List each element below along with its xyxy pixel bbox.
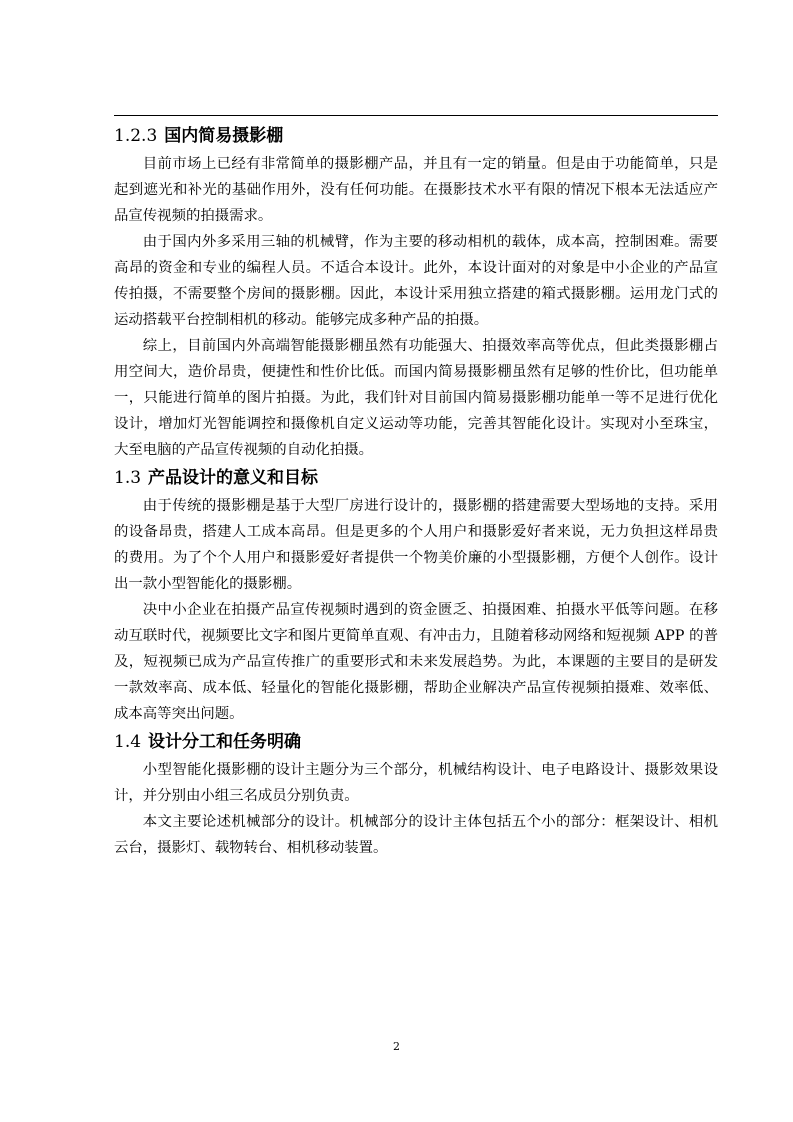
page-number: 2: [393, 1040, 400, 1053]
section-title: 设计分工和任务明确: [148, 732, 302, 752]
paragraph: 由于传统的摄影棚是基于大型厂房进行设计的，摄影棚的搭建需要大型场地的支持。采用的设备昂贵，搭建人工成本高昂。但是更多的个人用户和摄影爱好者来说，无力负担这样昂贵的费用。为了个个人用户和摄影爱好者提供一个物美价廉的小型摄影棚，方便个人创作。设计出一款小型智能化的摄影棚。: [114, 498, 718, 592]
section-title: 国内简易摄影棚: [164, 126, 284, 146]
section-heading-1-2-3: [114, 121, 718, 151]
header-rule: [114, 115, 718, 116]
paragraph: 决中小企业在拍摄产品宣传视频时遇到的资金匮乏、拍摄困难、拍摄水平低等问题。在移动互联时代，视频要比文字和图片更简单直观、有冲击力，且随着移动网络和短视频 APP 的普及，短视频已成为产品宣传推广的重要形式和未来发展趋势。为此，本课题的主要目的是研发一款效率高、成本低、轻量化的智能化摄影棚，帮助企业解决产品宣传视频拍摄难、效率低、成本高等突出问题。: [114, 602, 718, 722]
paragraph: 由于国内外多采用三轴的机械臂，作为主要的移动相机的载体，成本高，控制困难。需要高昂的资金和专业的编程人员。不适合本设计。此外，本设计面对的对象是中小企业的产品宣传拍摄，不需要整个房间的摄影棚。因此，本设计采用独立搭建的箱式摄影棚。运用龙门式的运动搭载平台控制相机的移动。能够完成多种产品的拍摄。: [114, 234, 718, 328]
section-number: 1.4: [114, 732, 142, 752]
section-number: 1.3: [114, 468, 142, 488]
section-number: 1.2.3: [114, 126, 158, 146]
section-heading-1-3: [114, 463, 718, 493]
paragraph: 综上，目前国内外高端智能摄影棚虽然有功能强大、拍摄效率高等优点，但此类摄影棚占用空间大，造价昂贵，便捷性和性价比低。而国内简易摄影棚虽然有足够的性价比，但功能单一，只能进行简单的图片拍摄。为此，我们针对目前国内简易摄影棚功能单一等不足进行优化设计，增加灯光智能调控和摄像机自定义运动等功能，完善其智能化设计。实现对小至珠宝，大至电脑的产品宣传视频的自动化拍摄。: [114, 338, 718, 458]
paragraph: 小型智能化摄影棚的设计主题分为三个部分，机械结构设计、电子电路设计、摄影效果设计，并分别由小组三名成员分别负责。: [114, 762, 718, 804]
paragraph: 本文主要论述机械部分的设计。机械部分的设计主体包括五个小的部分：框架设计、相机云台，摄影灯、载物转台、相机移动装置。: [114, 814, 718, 856]
section-title: 产品设计的意义和目标: [148, 468, 319, 488]
paragraph: 目前市场上已经有非常简单的摄影棚产品，并且有一定的销量。但是由于功能简单，只是起到遮光和补光的基础作用外，没有任何功能。在摄影技术水平有限的情况下根本无法适应产品宣传视频的拍摄需求。: [114, 156, 718, 224]
section-heading-1-4: [114, 727, 718, 757]
page-body: [114, 121, 718, 861]
